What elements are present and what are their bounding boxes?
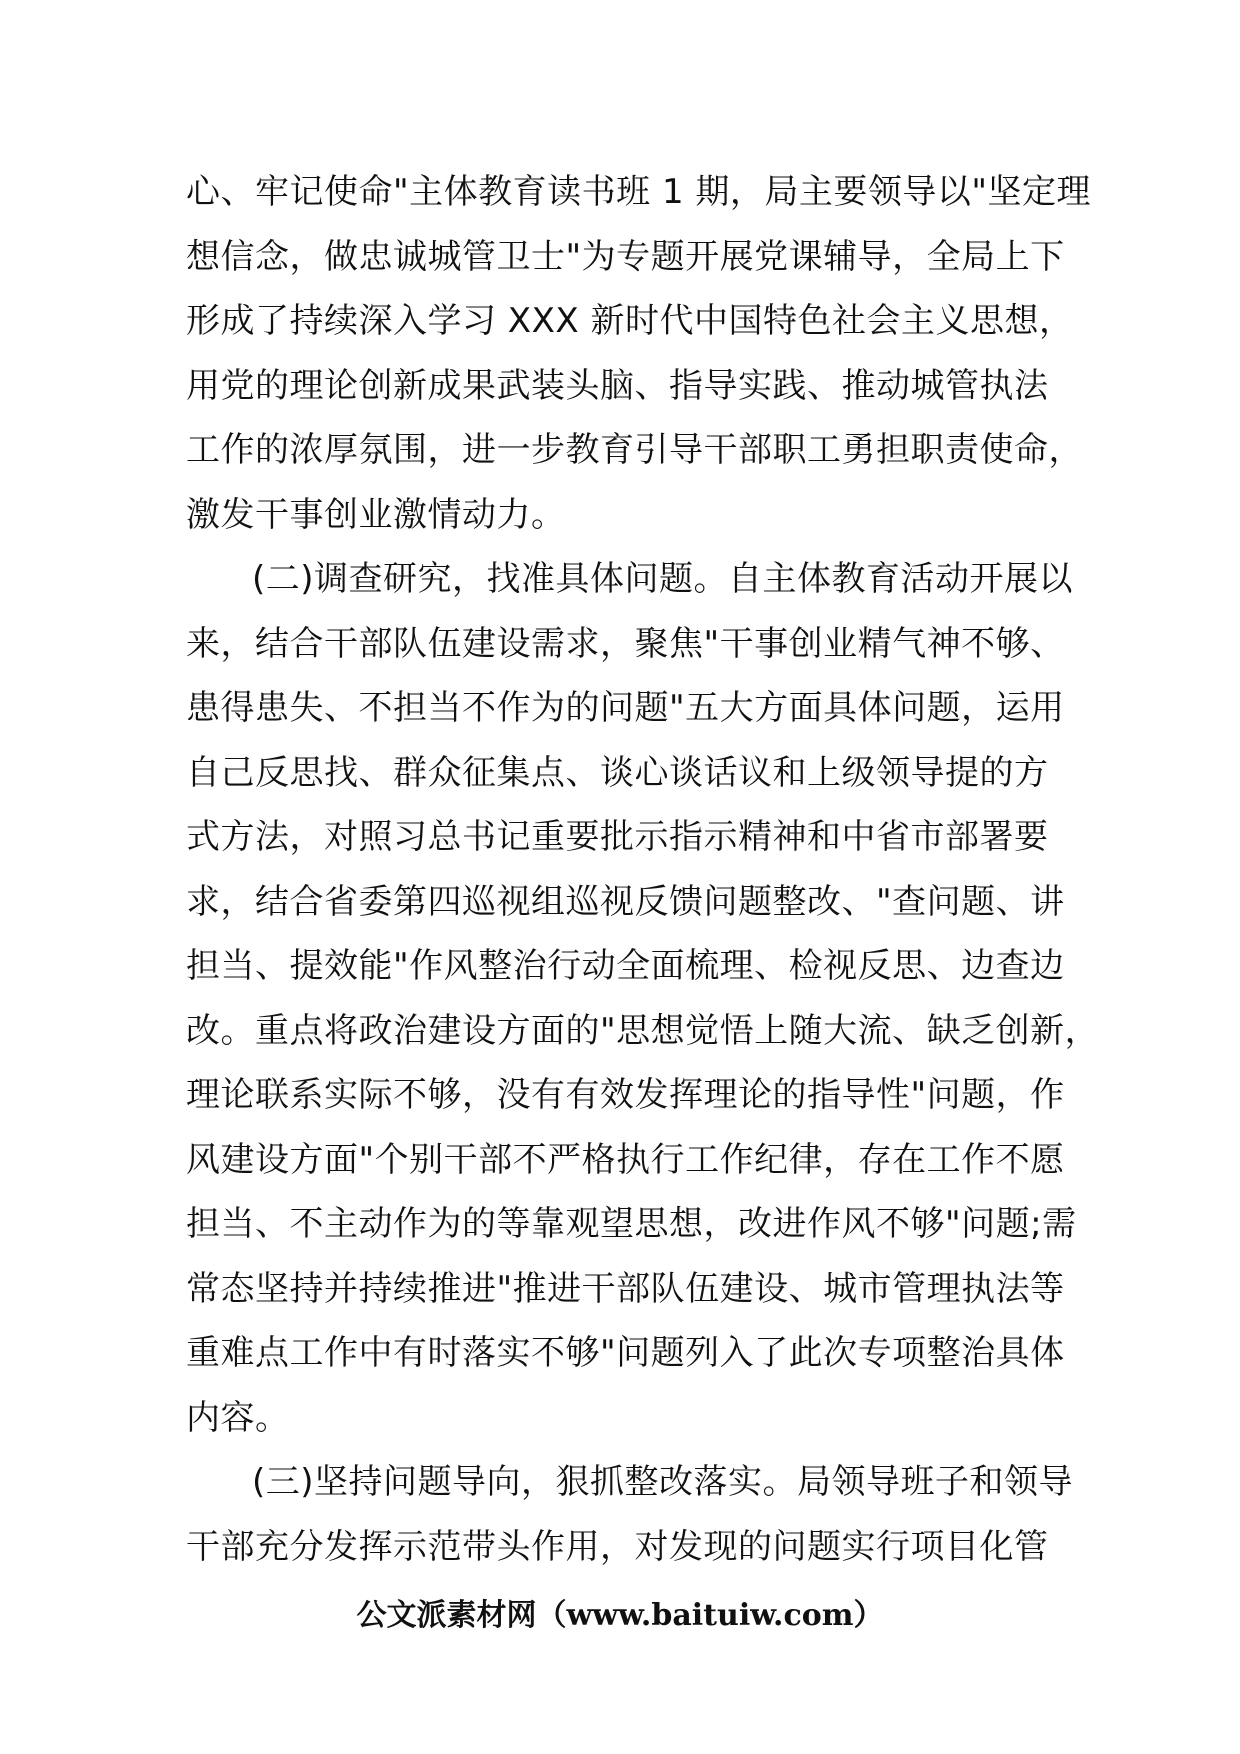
text-line: 重难点工作中有时落实不够"问题列入了此次专项整治具体 bbox=[186, 1333, 1065, 1373]
text-line: 改。重点将政治建设方面的"思想觉悟上随大流、缺乏创新， bbox=[186, 1010, 1100, 1051]
text-line: 内容。 bbox=[186, 1397, 290, 1438]
text-line: 形成了持续深入学习 XXX 新时代中国特色社会主义思想， bbox=[186, 301, 1074, 341]
text-line: 担当、不主动作为的等靠观望思想，改进作风不够"问题;需 bbox=[186, 1204, 1077, 1244]
text-line: 求，结合省委第四巡视组巡视反馈问题整改、"查问题、讲 bbox=[186, 881, 1065, 922]
paragraph-start-line: (二)调查研究，找准具体问题。自主体教育活动开展以 bbox=[252, 559, 1074, 599]
text-line: 干部充分发挥示范带头作用，对发现的问题实行项目化管 bbox=[186, 1526, 1049, 1567]
text-line: 自己反思找、群众征集点、谈心谈话议和上级领导提的方 bbox=[186, 752, 1049, 793]
text-line: 用党的理论创新成果武装头脑、指导实践、推动城管执法 bbox=[186, 365, 1049, 406]
paragraph-start-line: (三)坚持问题导向，狠抓整改落实。局领导班子和领导 bbox=[252, 1462, 1074, 1502]
text-line: 式方法，对照习总书记重要批示指示精神和中省市部署要 bbox=[186, 817, 1049, 857]
text-line: 来，结合干部队伍建设需求，聚焦"干事创业精气神不够、 bbox=[186, 623, 1065, 664]
text-line: 工作的浓厚氛围，进一步教育引导干部职工勇担职责使命， bbox=[186, 430, 1083, 470]
text-line: 常态坚持并持续推进"推进干部队伍建设、城市管理执法等 bbox=[186, 1268, 1065, 1309]
text-line: 风建设方面"个别干部不严格执行工作纪律，存在工作不愿 bbox=[186, 1139, 1065, 1180]
text-line: 理论联系实际不够，没有有效发挥理论的指导性"问题，作 bbox=[186, 1075, 1065, 1115]
footer-watermark: 公文派素材网（www.baituiw.com） bbox=[356, 1598, 884, 1633]
text-line: 激发干事创业激情动力。 bbox=[186, 494, 566, 535]
text-line: 想信念，做忠诚城管卫士"为专题开展党课辅导，全局上下 bbox=[186, 236, 1065, 277]
body-text bbox=[186, 160, 1100, 1579]
text-line: 心、牢记使命"主体教育读书班 1 期，局主要领导以"坚定理 bbox=[186, 172, 1092, 212]
text-line: 担当、提效能"作风整治行动全面梳理、检视反思、边查边 bbox=[186, 946, 1065, 986]
text-line: 患得患失、不担当不作为的问题"五大方面具体问题，运用 bbox=[186, 688, 1065, 728]
